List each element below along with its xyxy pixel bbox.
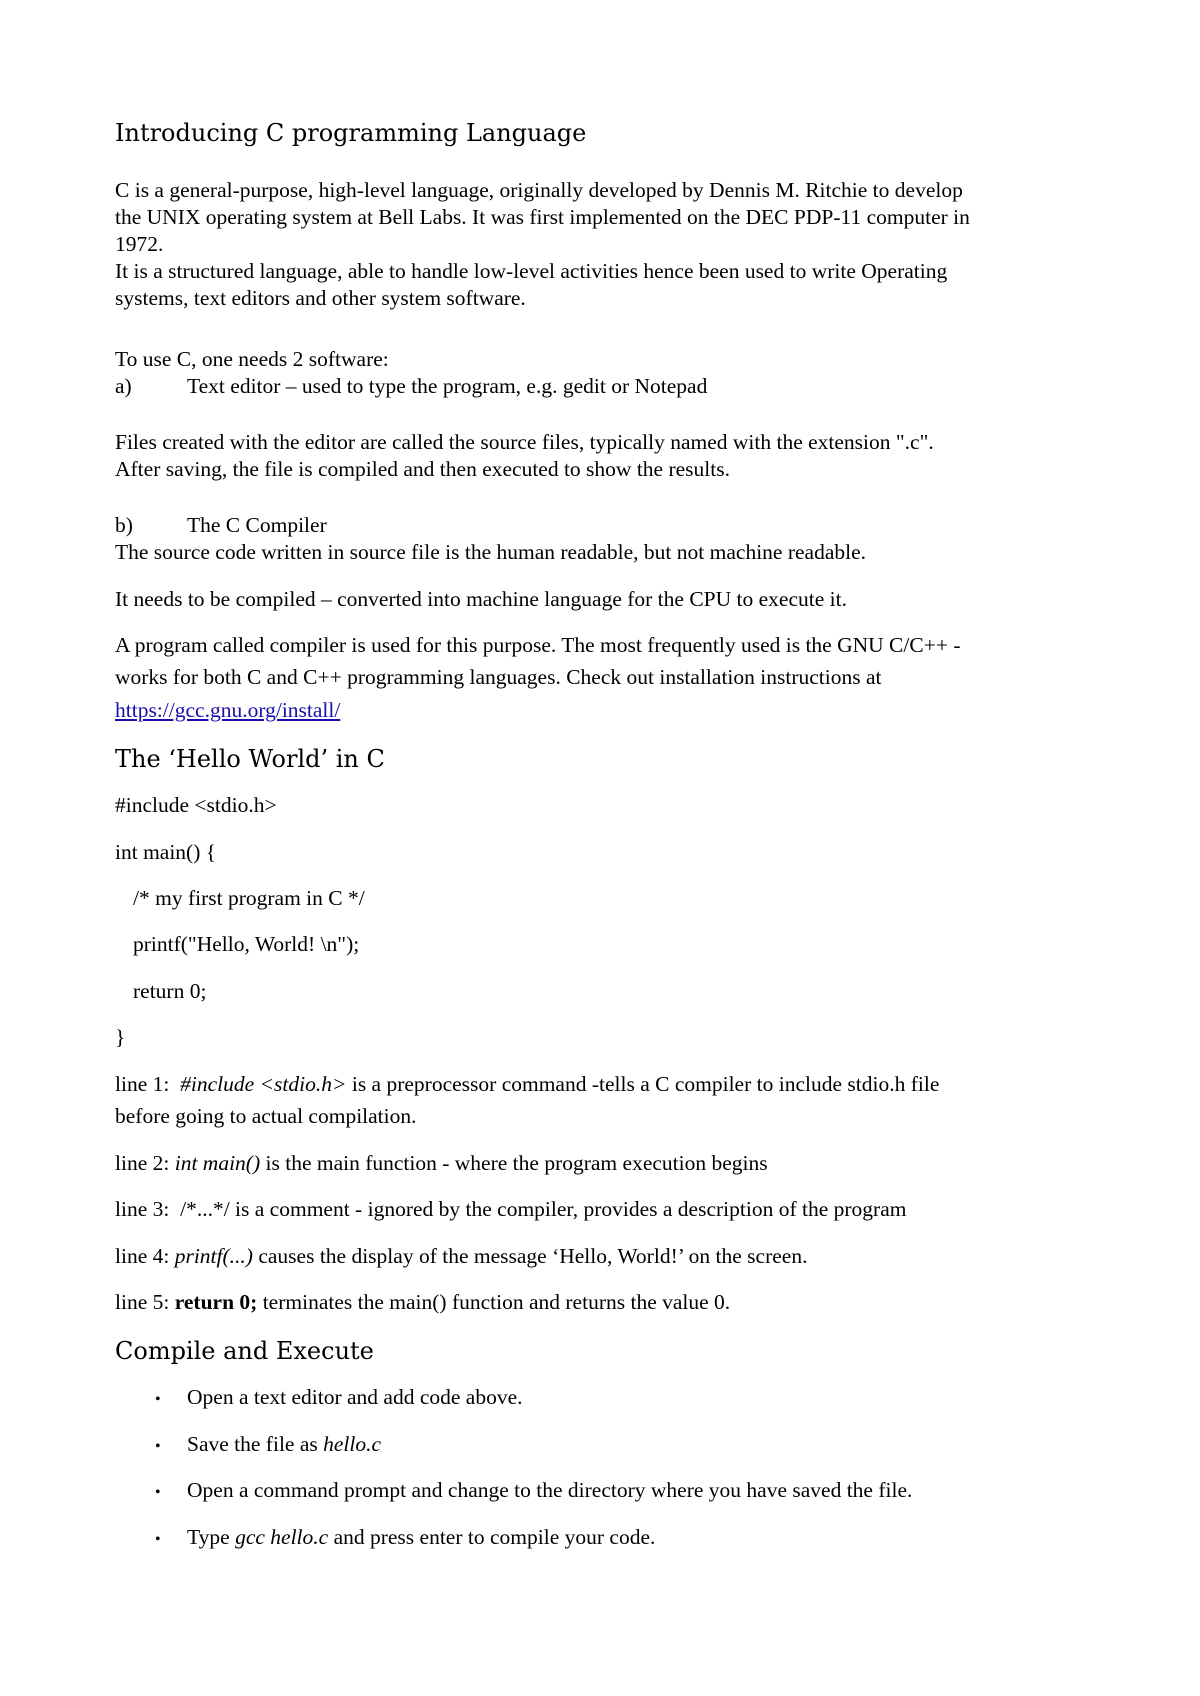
compile-paragraph: It needs to be compiled – converted into machine language for the CPU to execute it. [115,587,847,611]
code-ref: int main() [174,1151,261,1175]
code-line: printf("Hello, World! \n"); [133,932,360,956]
list-item-text: Text editor – used to type the program, e.g. gedit or Notepad [187,374,708,398]
code-ref: printf(...) [174,1244,253,1268]
line-desc: terminates the main() function and returns the value 0. [257,1290,731,1314]
line-desc: causes the display of the message ‘Hello, World!’ on the screen. [252,1244,808,1268]
list-item-text: The C Compiler [187,513,327,537]
bullet-text: and press enter to compile your code. [328,1525,656,1549]
code-line: /* my first program in C */ [133,886,365,910]
bullet-emphasis: hello.c [323,1432,382,1456]
files-paragraph-line: After saving, the file is compiled and then executed to show the results. [115,457,730,481]
intro-paragraph-line: the UNIX operating system at Bell Labs. It was first implemented on the DEC PDP-11 computer in [115,205,970,229]
hello-heading: The ‘Hello World’ in C [115,745,385,773]
files-paragraph-line: Files created with the editor are called the source files, typically named with the extension ".c". [115,430,934,454]
bullet-item [155,1431,381,1460]
compile-heading: Compile and Execute [115,1337,374,1365]
intro-paragraph-line: 1972. [115,232,164,256]
bullet-icon: • [155,1438,161,1455]
bullet-item [155,1477,912,1506]
code-line: #include <stdio.h> [115,793,277,817]
intro-paragraph-line: systems, text editors and other system software. [115,286,526,310]
line-explanation [115,1071,939,1098]
line-label: line 4: [115,1244,170,1268]
source-paragraph: The source code written in source file is the human readable, but not machine readable. [115,540,867,564]
software-lead: To use C, one needs 2 software: [115,347,389,371]
bullet-text: Open a text editor and add code above. [187,1385,523,1409]
bullet-item [155,1524,655,1553]
code-ref: /*...*/ [180,1197,230,1221]
page-title: Introducing C programming Language [115,119,587,147]
code-line: return 0; [133,979,207,1003]
bullet-icon: • [155,1531,161,1548]
list-marker: a) [115,374,132,398]
gcc-install-link[interactable]: https://gcc.gnu.org/install/ [115,698,341,722]
code-ref: #include <stdio.h> [180,1072,347,1096]
bullet-text: Save the file as [187,1432,324,1456]
line-label: line 2: [115,1151,170,1175]
intro-paragraph-line: It is a structured language, able to handle low-level activities hence been used to write Operating [115,259,948,283]
bullet-emphasis: gcc hello.c [235,1525,329,1549]
list-item-a [115,373,707,400]
intro-paragraph-line: C is a general-purpose, high-level language, originally developed by Dennis M. Ritchie to develop [115,178,963,202]
line-label: line 5: [115,1290,170,1314]
list-marker: b) [115,513,133,537]
line-explanation-cont: before going to actual compilation. [115,1104,417,1128]
line-explanation [115,1196,906,1223]
line-label: line 1: [115,1072,170,1096]
bullet-text: Open a command prompt and change to the directory where you have saved the file. [187,1478,913,1502]
gnu-paragraph-line: A program called compiler is used for this purpose. The most frequently used is the GNU C/C++ - [115,633,961,657]
line-explanation [115,1150,768,1177]
line-desc: is a preprocessor command -tells a C compiler to include stdio.h file [346,1072,940,1096]
line-explanation [115,1289,730,1316]
gnu-paragraph-line: works for both C and C++ programming languages. Check out installation instructions at [115,665,882,689]
bullet-item [155,1384,523,1413]
list-item-b [115,512,327,539]
bullet-icon: • [155,1484,161,1501]
line-explanation [115,1243,807,1270]
code-ref: return 0; [174,1290,258,1314]
code-line: int main() { [115,840,217,864]
code-line: } [115,1025,126,1049]
install-link-line [115,697,340,724]
line-desc: is a comment - ignored by the compiler, provides a description of the program [229,1197,907,1221]
bullet-text: Type [187,1525,236,1549]
bullet-icon: • [155,1391,161,1408]
line-label: line 3: [115,1197,170,1221]
line-desc: is the main function - where the program execution begins [260,1151,768,1175]
